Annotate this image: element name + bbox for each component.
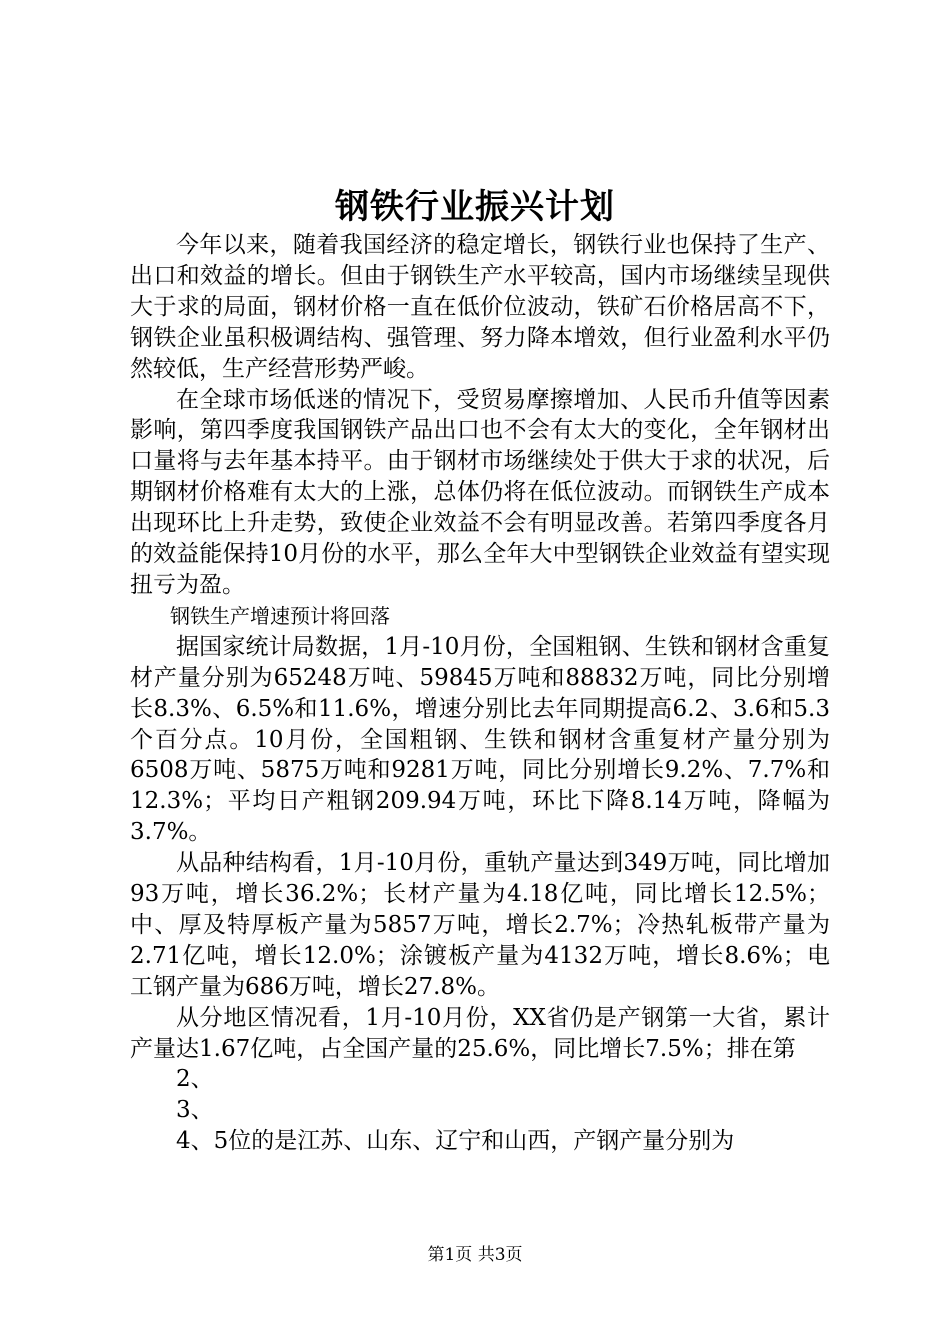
paragraph-product-structure: 从品种结构看，1月-10月份，重轨产量达到349万吨，同比增加93万吨，增长36.2%；长材产量为4.18亿吨，同比增长12.5%；中、厚及特厚板产量为5857万吨，增长2.7%；冷热轧板带产量为2.71亿吨，增长12.0%；涂镀板产量为4132万吨，增长8.6%；电工钢产量为686万吨，增长27.8%。	[130, 850, 830, 1000]
paragraph-fragment-3: 3、	[176, 1097, 214, 1124]
paragraph-export-outlook: 在全球市场低迷的情况下，受贸易摩擦增加、人民币升值等因素影响，第四季度我国钢铁产品出口也不会有太大的变化，全年钢材出口量将与去年基本持平。由于钢材市场继续处于供大于求的状况，后期钢材价格难有太大的上涨，总体仍将在低位波动。而钢铁生产成本出现环比上升走势，致使企业效益不会有明显改善。若第四季度各月的效益能保持10月份的水平，那么全年大中型钢铁企业效益有望实现扭亏为盈。	[130, 386, 830, 598]
paragraph-production-stats: 据国家统计局数据，1月-10月份，全国粗钢、生铁和钢材含重复材产量分别为65248万吨、59845万吨和88832万吨，同比分别增长8.3%、6.5%和11.6%，增速分别比去年同期提高6.2、3.6和5.3个百分点。10月份，全国粗钢、生铁和钢材含重复材产量分别为6508万吨、5875万吨和9281万吨，同比分别增长9.2%、7.7%和12.3%；平均日产粗钢209.94万吨，环比下降8.14万吨，降幅为3.7%。	[130, 633, 830, 846]
paragraph-intro: 今年以来，随着我国经济的稳定增长，钢铁行业也保持了生产、出口和效益的增长。但由于钢铁生产水平较高，国内市场继续呈现供大于求的局面，钢材价格一直在低价位波动，铁矿石价格居高不下，钢铁企业虽积极调结构、强管理、努力降本增效，但行业盈利水平仍然较低，生产经营形势严峻。	[130, 232, 830, 382]
paragraph-fragment-4-5: 4、5位的是江苏、山东、辽宁和山西，产钢产量分别为	[176, 1128, 735, 1155]
paragraph-regional: 从分地区情况看，1月-10月份，XX省仍是产钢第一大省，累计产量达1.67亿吨，占全国产量的25.6%，同比增长7.5%；排在第	[130, 1004, 830, 1062]
section-heading-production: 钢铁生产增速预计将回落	[170, 603, 390, 628]
page-number: 第1页 共3页	[427, 1245, 523, 1265]
paragraph-fragment-2: 2、	[176, 1066, 214, 1093]
document-title: 钢铁行业振兴计划	[335, 187, 615, 227]
document-body	[130, 230, 830, 1157]
